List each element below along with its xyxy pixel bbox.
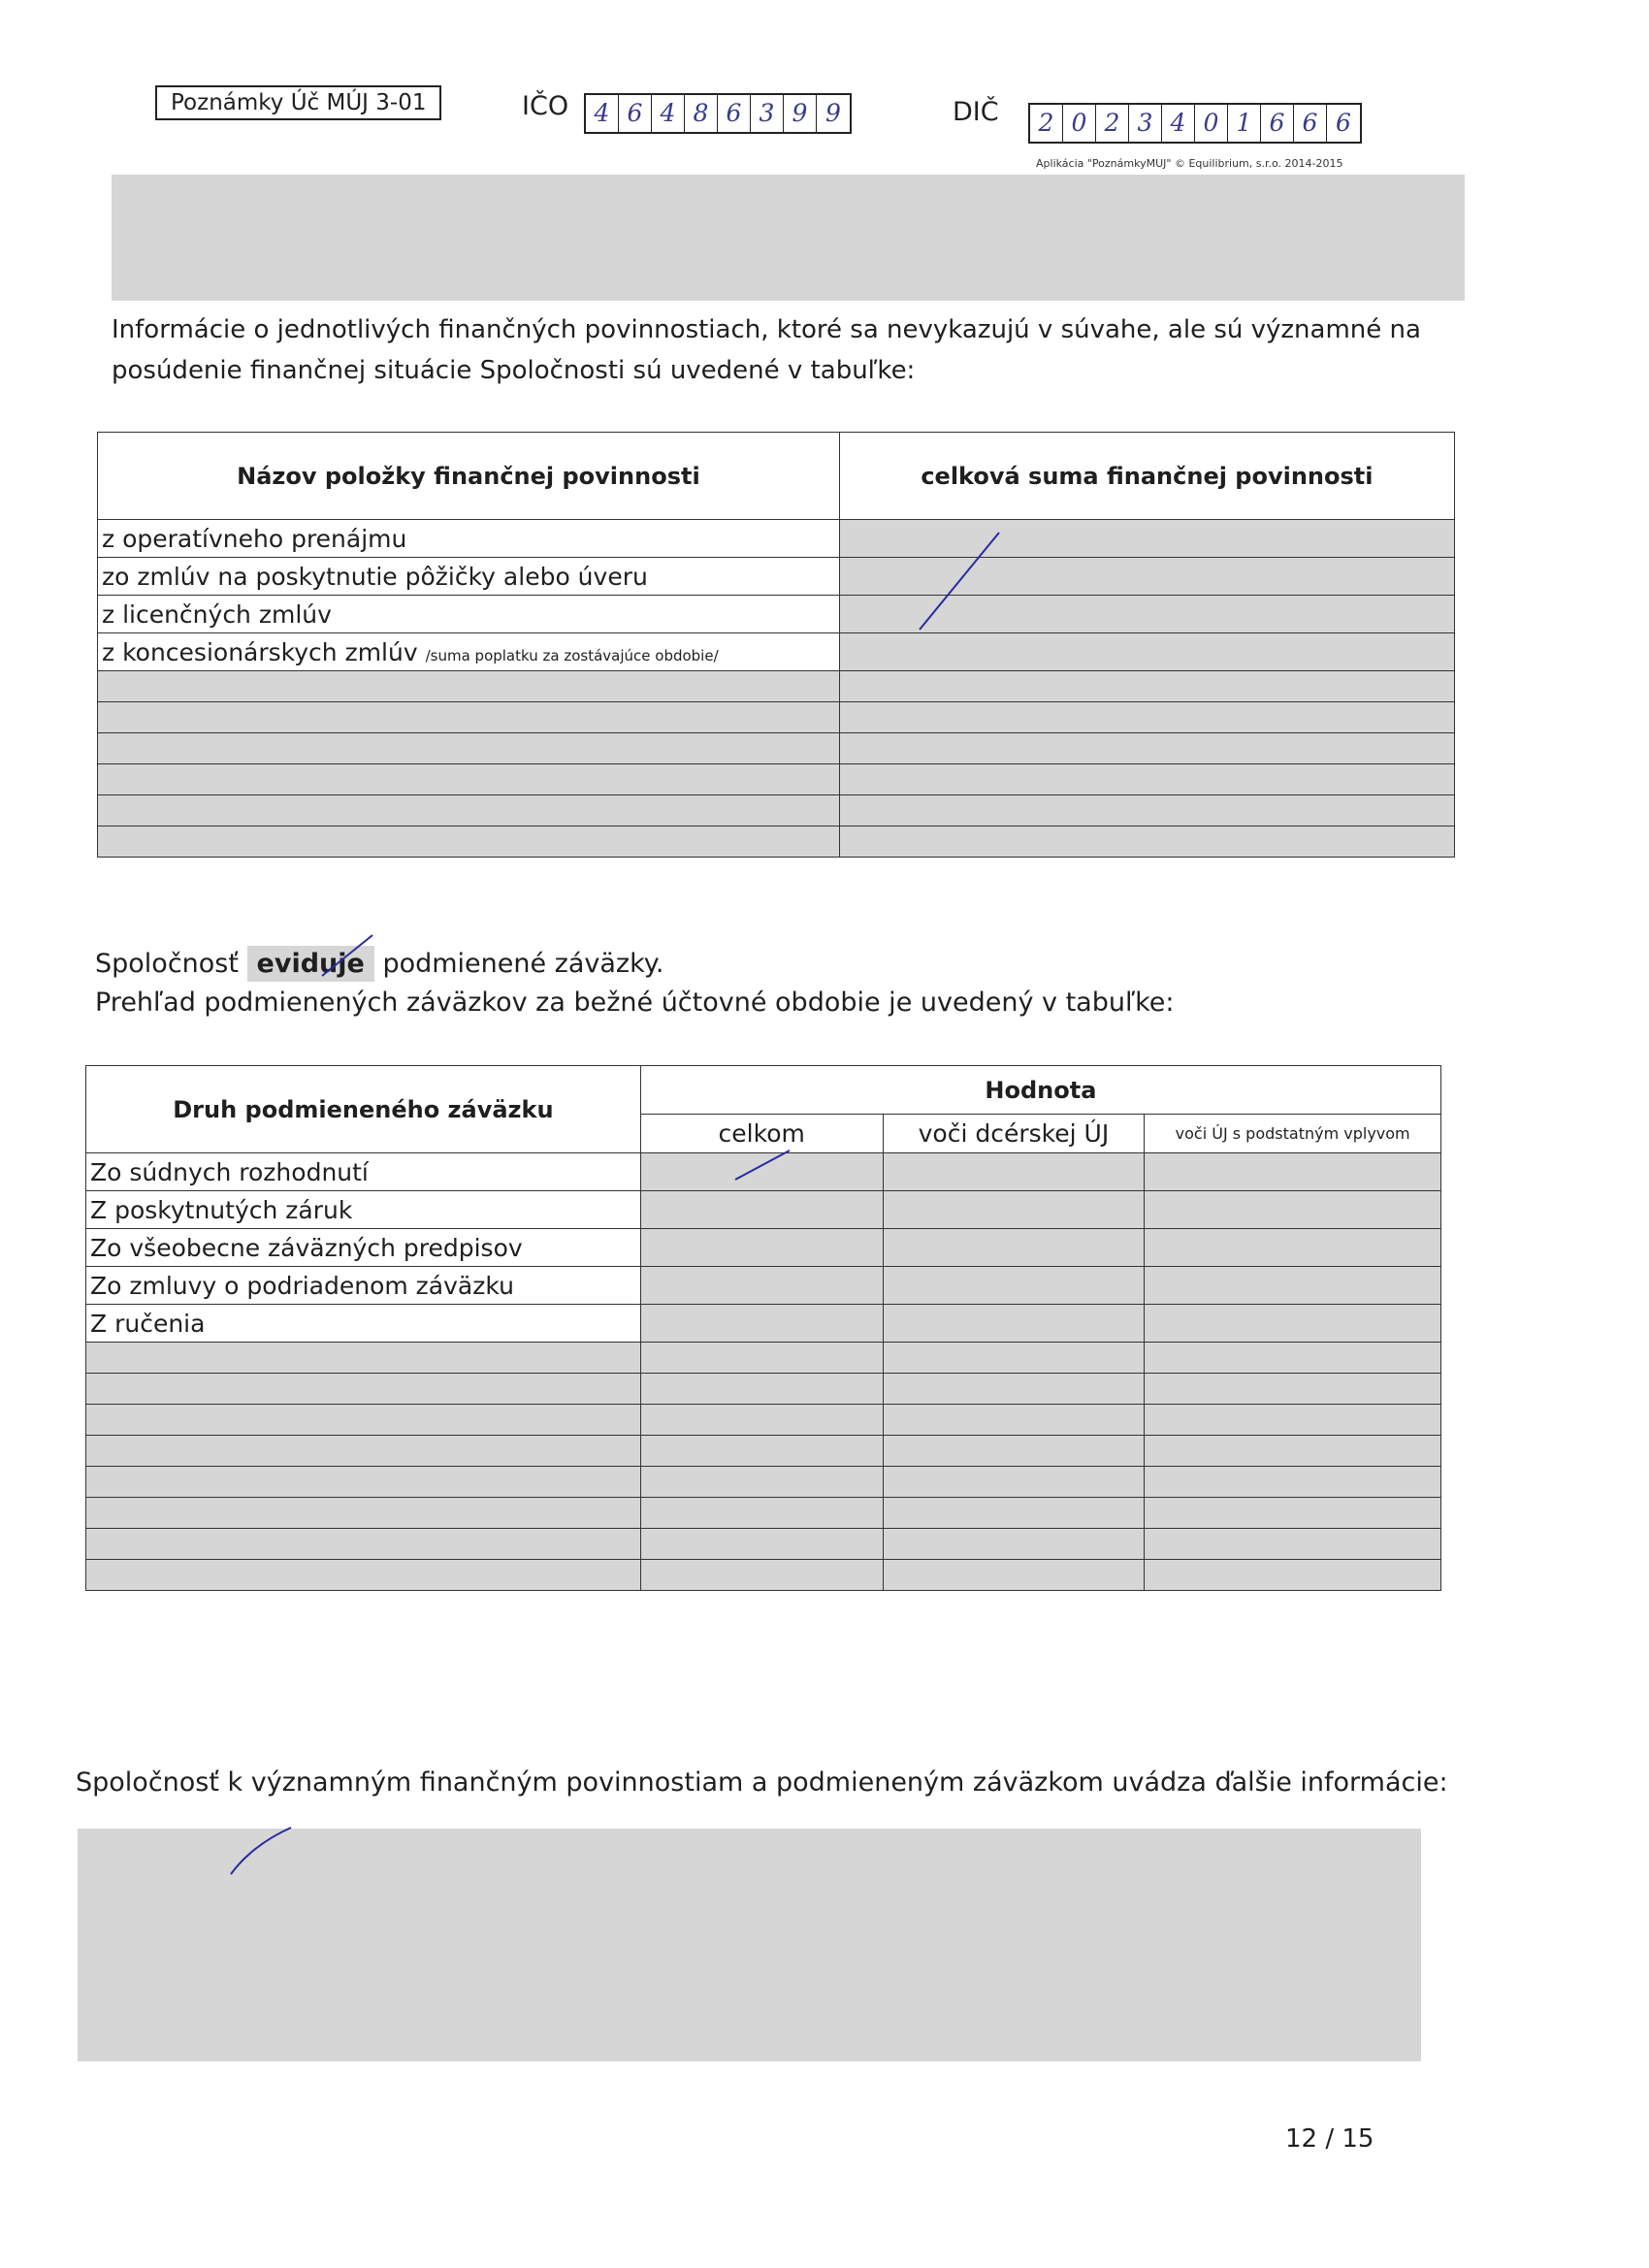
sentence-value: eviduje [247, 946, 374, 982]
empty-cell [1145, 1436, 1441, 1467]
empty-cell [883, 1405, 1145, 1436]
financial-obligations-table [97, 432, 1455, 858]
dic-digit: 6 [1261, 105, 1294, 142]
empty-cell [640, 1436, 883, 1467]
dic-digit: 0 [1063, 105, 1096, 142]
pen-strike-mark [912, 529, 1009, 635]
value-cell [883, 1153, 1145, 1191]
value-cell [883, 1305, 1145, 1343]
dic-digit: 0 [1195, 105, 1228, 142]
subheader-subsidiary: voči dcérskej ÚJ [883, 1115, 1145, 1153]
amount-cell [839, 633, 1454, 671]
empty-cell [86, 1405, 641, 1436]
value-cell [883, 1229, 1145, 1267]
dic-digit: 6 [1294, 105, 1327, 142]
value-cell [1145, 1191, 1441, 1229]
empty-cell [883, 1343, 1145, 1374]
empty-cell [640, 1560, 883, 1591]
col-header-total-amount: celková suma finančnej povinnosti [839, 433, 1454, 520]
pen-strike-mark [223, 1824, 301, 1882]
dic-digit: 3 [1129, 105, 1162, 142]
dic-digit: 6 [1336, 109, 1351, 137]
ico-digit: 8 [685, 95, 718, 132]
form-code-label: Poznámky Úč MÚJ 3-01 [155, 85, 441, 120]
table-row-label: z operatívneho prenájmu [98, 520, 840, 558]
col-header-value: Hodnota [640, 1066, 1440, 1115]
ico-digit: 9 [825, 99, 841, 127]
ico-digit-boxes [584, 93, 852, 134]
empty-cell [640, 1498, 883, 1529]
value-cell [640, 1191, 883, 1229]
table-row-label: zo zmlúv na poskytnutie pôžičky alebo úveru [98, 558, 840, 596]
col-header-liability-type: Druh podmieneného záväzku [86, 1066, 641, 1153]
table-row-label: Zo všeobecne záväzných predpisov [86, 1229, 641, 1267]
empty-cell [883, 1498, 1145, 1529]
empty-cell [86, 1560, 641, 1591]
empty-cell [839, 733, 1454, 764]
table-row-label: Z ručenia [86, 1305, 641, 1343]
empty-cell [883, 1560, 1145, 1591]
empty-cell [839, 826, 1454, 858]
ico-digit: 6 [718, 95, 751, 132]
intro-line-2: posúdenie finančnej situácie Spoločnosti sú uvedené v tabuľke: [112, 356, 916, 385]
dic-digit: 4 [1162, 105, 1195, 142]
contingent-sentence [95, 949, 663, 979]
app-credit: Aplikácia "PoznámkyMUJ" © Equilibrium, s.r.o. 2014-2015 [1036, 157, 1343, 170]
empty-cell [86, 1374, 641, 1405]
value-cell [1145, 1153, 1441, 1191]
table-row-label: Z poskytnutých záruk [86, 1191, 641, 1229]
empty-cell [86, 1529, 641, 1560]
subheader-total: celkom [640, 1115, 883, 1153]
empty-cell [98, 671, 840, 702]
page-number: 12 / 15 [1285, 2124, 1374, 2154]
empty-cell [883, 1529, 1145, 1560]
ico-digit: 4 [652, 95, 685, 132]
pen-strike-mark [728, 1145, 795, 1183]
ico-digit: 6 [619, 95, 652, 132]
dic-digit: 2 [1096, 105, 1129, 142]
dic-digit-boxes [1028, 103, 1362, 144]
empty-cell [839, 671, 1454, 702]
ico-digit: 3 [751, 95, 784, 132]
empty-cell [1145, 1374, 1441, 1405]
col-header-item-name: Názov položky finančnej povinnosti [98, 433, 840, 520]
empty-cell [98, 795, 840, 826]
empty-cell [640, 1405, 883, 1436]
value-cell [1145, 1229, 1441, 1267]
empty-cell [1145, 1498, 1441, 1529]
empty-cell [86, 1436, 641, 1467]
table-row-label [98, 633, 840, 671]
value-cell [640, 1267, 883, 1305]
empty-cell [839, 795, 1454, 826]
further-info-heading: Spoločnosť k významným finančným povinnostiam a podmieneným záväzkom uvádza ďalšie informácie: [76, 1767, 1448, 1798]
sentence-suffix: podmienené záväzky. [382, 949, 664, 979]
ico-digit: 9 [784, 95, 817, 132]
empty-cell [98, 702, 840, 733]
empty-cell [640, 1374, 883, 1405]
empty-cell [86, 1498, 641, 1529]
value-cell [1145, 1267, 1441, 1305]
ico-digit: 4 [586, 95, 619, 132]
value-cell [1145, 1305, 1441, 1343]
empty-cell [98, 733, 840, 764]
subheader-significant-influence: voči ÚJ s podstatným vplyvom [1145, 1115, 1441, 1153]
empty-cell [883, 1436, 1145, 1467]
value-cell [640, 1229, 883, 1267]
pen-tick-mark [310, 931, 378, 980]
dic-label: DIČ [953, 97, 999, 127]
empty-cell [98, 826, 840, 858]
row-main-text: z koncesionárskych zmlúv [102, 637, 418, 666]
empty-cell [640, 1343, 883, 1374]
empty-cell [1145, 1467, 1441, 1498]
empty-cell [1145, 1343, 1441, 1374]
sentence-prefix: Spoločnosť [95, 949, 239, 979]
intro-line-1: Informácie o jednotlivých finančných povinnostiach, ktoré sa nevykazujú v súvahe, ale sú významné na [112, 315, 1421, 344]
dic-digit: 1 [1228, 105, 1261, 142]
value-cell [883, 1191, 1145, 1229]
empty-cell [98, 764, 840, 795]
empty-cell [640, 1529, 883, 1560]
table-row-label: z licenčných zmlúv [98, 596, 840, 633]
value-cell [883, 1267, 1145, 1305]
empty-cell [839, 702, 1454, 733]
empty-cell [86, 1343, 641, 1374]
empty-cell [1145, 1560, 1441, 1591]
row-note-text: /suma poplatku za zostávajúce obdobie/ [425, 646, 719, 664]
ico-label: IČO [522, 91, 569, 121]
redacted-block-top [112, 175, 1465, 301]
empty-cell [86, 1467, 641, 1498]
empty-cell [640, 1467, 883, 1498]
empty-cell [883, 1374, 1145, 1405]
contingent-overview: Prehľad podmienených záväzkov za bežné účtovné obdobie je uvedený v tabuľke: [95, 988, 1175, 1018]
value-cell [640, 1305, 883, 1343]
empty-cell [1145, 1529, 1441, 1560]
empty-cell [839, 764, 1454, 795]
empty-cell [1145, 1405, 1441, 1436]
empty-cell [883, 1467, 1145, 1498]
table-row-label: Zo zmluvy o podriadenom záväzku [86, 1267, 641, 1305]
table-row-label: Zo súdnych rozhodnutí [86, 1153, 641, 1191]
dic-digit: 2 [1030, 105, 1063, 142]
